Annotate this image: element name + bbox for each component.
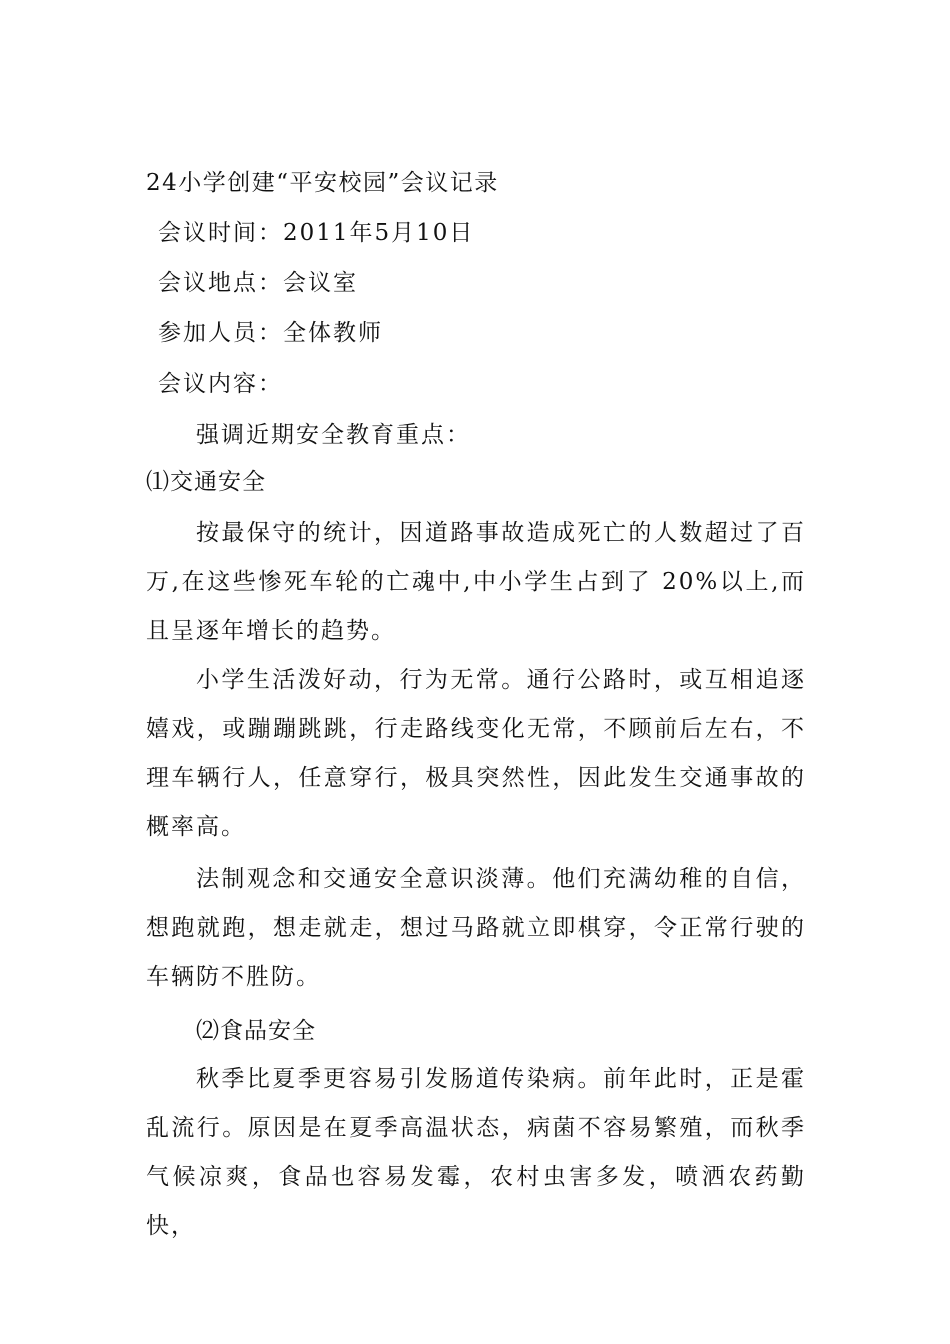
paragraph-safety-awareness: 法制观念和交通安全意识淡薄。他们充满幼稚的自信，想跑就跑，想走就走，想过马路就立即棋穿，令正常行驶的车辆防不胜防。 <box>146 866 806 990</box>
meeting-attendees: 参加人员：全体教师 <box>158 320 383 346</box>
section-heading-food: ⑵食品安全 <box>196 1018 316 1044</box>
document-title: 24小学创建“平安校园”会议记录 <box>146 170 499 196</box>
section-heading-traffic: ⑴交通安全 <box>146 469 266 495</box>
paragraph-food-safety: 秋季比夏季更容易引发肠道传染病。前年此时，正是霍乱流行。原因是在夏季高温状态，病菌不容易繁殖，而秋季气候凉爽，食品也容易发霉，农村虫害多发，喷洒农药勤快， <box>146 1066 806 1239</box>
paragraph-student-behavior: 小学生活泼好动，行为无常。通行公路时，或互相追逐嬉戏，或蹦蹦跳跳，行走路线变化无常，不顾前后左右，不理车辆行人，任意穿行，极具突然性，因此发生交通事故的概率高。 <box>146 667 806 840</box>
meeting-time: 会议时间：2011年5月10日 <box>158 220 475 246</box>
meeting-place: 会议地点：会议室 <box>158 270 358 296</box>
lead-sentence: 强调近期安全教育重点： <box>196 422 471 448</box>
paragraph-traffic-statistics: 按最保守的统计，因道路事故造成死亡的人数超过了百万,在这些惨死车轮的亡魂中,中小学生占到了 20%以上,而且呈逐年增长的趋势。 <box>146 520 806 644</box>
meeting-content-label: 会议内容： <box>158 371 283 397</box>
